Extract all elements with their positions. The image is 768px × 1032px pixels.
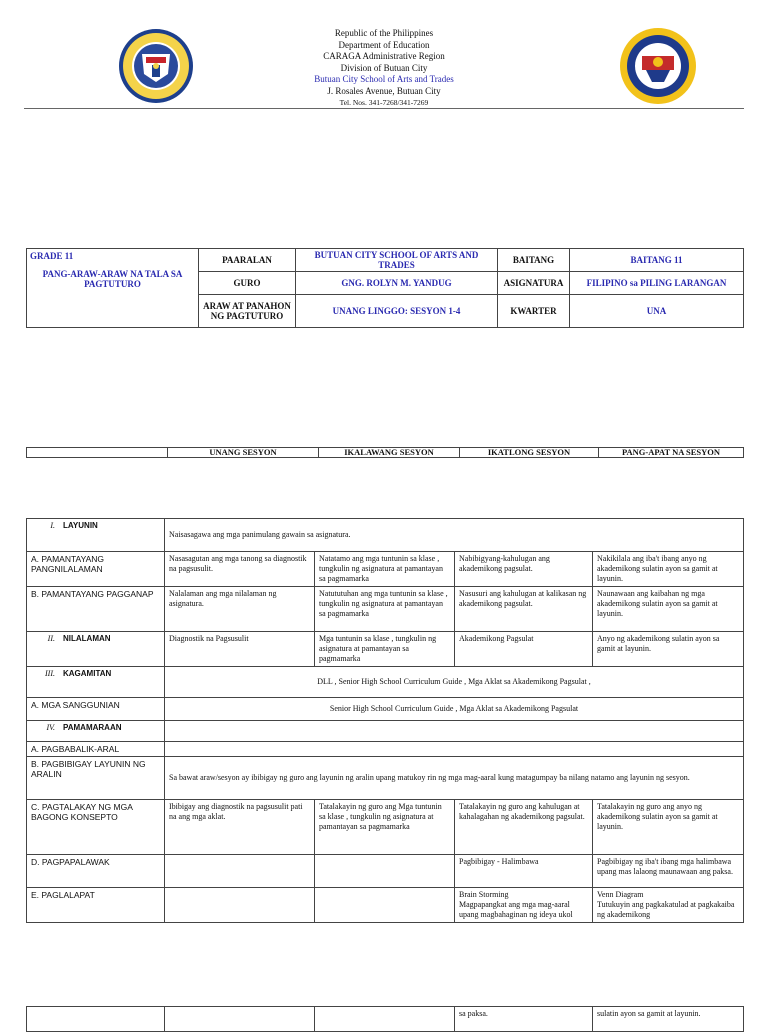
- d-session-3: Pagbibigay - Halimbawa: [455, 855, 593, 888]
- kwarter-label: KWARTER: [498, 295, 570, 328]
- kagamitan-label: KAGAMITAN: [63, 669, 112, 678]
- pagbabalik-aral-empty: [165, 742, 744, 757]
- table-row: [27, 742, 744, 757]
- pamamaraan-label-cell: [27, 721, 165, 742]
- letterhead: [0, 28, 768, 109]
- sanggunian-text: Senior High School Curriculum Guide , Mga Aklat sa Akademikong Pagsulat: [165, 698, 744, 721]
- session-header-table: [26, 447, 744, 458]
- pamantayang-pangnilalaman-label: A. PAMANTAYANG PANGNILALAMAN: [27, 552, 165, 587]
- cont-label-cell: [27, 1007, 165, 1032]
- e-session-3-title: Brain Storming: [459, 890, 509, 899]
- table-row: [27, 667, 744, 698]
- araw-value: UNANG LINGGO: SESYON 1-4: [296, 295, 498, 328]
- table-row: [27, 698, 744, 721]
- pamantayang-pagganap-label: B. PAMANTAYANG PAGGANAP: [27, 587, 165, 632]
- d-session-4: Pagbibigay ng iba't ibang mga halimbawa upang mas lalaong maunawaan ang paksa.: [593, 855, 744, 888]
- dll-main-table: [26, 518, 744, 923]
- e-session-2: [315, 888, 455, 923]
- sanggunian-label: A. MGA SANGGUNIAN: [27, 698, 165, 721]
- grade-label: GRADE 11: [30, 251, 74, 261]
- paaralan-label: PAARALAN: [199, 249, 296, 272]
- nilalaman-session-4: Anyo ng akademikong sulatin ayon sa gamit at layunin.: [593, 632, 744, 667]
- b-session-1: Nalalaman ang mga nilalaman ng asignatura.: [165, 587, 315, 632]
- tel-line: Tel. Nos. 341-7268/341-7269: [339, 98, 429, 107]
- cont-session-2: [315, 1007, 455, 1032]
- table-row: [27, 757, 744, 800]
- c-session-3: Tatalakayin ng guro ang kahulugan at kahalagahan ng akademikong pagsulat.: [455, 800, 593, 855]
- a-session-2: Natatamo ang mga tuntunin sa klase , tungkulin ng asignatura at pamantayan sa pagmamarka: [315, 552, 455, 587]
- pagbabalik-aral-label: A. PAGBABALIK-ARAL: [27, 742, 165, 757]
- b-session-4: Naunawaan ang kaibahan ng mga akademikong sulatin ayon sa gamit at layunin.: [593, 587, 744, 632]
- e-session-4: [593, 888, 744, 923]
- pamamaraan-num: IV.: [46, 723, 55, 732]
- cont-session-1: [165, 1007, 315, 1032]
- baitang-label: BAITANG: [498, 249, 570, 272]
- e-session-3: [455, 888, 593, 923]
- layunin-label: LAYUNIN: [63, 521, 98, 530]
- table-row: [27, 552, 744, 587]
- table-row: [27, 800, 744, 855]
- pamamaraan-label: PAMAMARAAN: [63, 723, 122, 732]
- kagamitan-text: DLL , Senior High School Curriculum Guide , Mga Aklat sa Akademikong Pagsulat ,: [165, 667, 744, 698]
- kagamitan-label-cell: [27, 667, 165, 698]
- d-session-1: [165, 855, 315, 888]
- table-row: [27, 721, 744, 742]
- session-3-header: IKATLONG SESYON: [460, 448, 599, 458]
- b-session-3: Nasusuri ang kahulugan at kalikasan ng akademikong pagsulat.: [455, 587, 593, 632]
- session-blank-cell: [27, 448, 168, 458]
- session-1-header: UNANG SESYON: [168, 448, 319, 458]
- e-session-4-text: Tutukuyin ang pagkakatulad at pagkakaiba ng akademikong: [597, 900, 735, 919]
- dll-title: PANG-ARAW-ARAW NA TALA SA PAGTUTURO: [42, 269, 183, 289]
- department-line: Department of Education: [338, 39, 430, 50]
- table-row: [27, 632, 744, 667]
- republic-line: Republic of the Philippines: [334, 28, 434, 38]
- c-session-1: Ibibigay ang diagnostik na pagsusulit pati na ang mga aklat.: [165, 800, 315, 855]
- session-2-header: IKALAWANG SESYON: [319, 448, 460, 458]
- e-session-3-text: Magpapangkat ang mga mag-aaral upang magbahaginan ng ideya ukol: [459, 900, 573, 919]
- e-session-1: [165, 888, 315, 923]
- table-row: [27, 587, 744, 632]
- title-cell: [27, 249, 199, 328]
- a-session-1: Nasasagutan ang mga tanong sa diagnostik na pagsusulit.: [165, 552, 315, 587]
- paglalapat-label: E. PAGLALAPAT: [27, 888, 165, 923]
- continuation-table: [26, 1006, 744, 1032]
- a-session-3: Nabibigyang-kahulugan ang akademikong pagsulat.: [455, 552, 593, 587]
- nilalaman-session-1: Diagnostik na Pagsusulit: [165, 632, 315, 667]
- b-session-2: Natututuhan ang mga tuntunin sa klase , tungkulin ng asignatura at pamantayan sa pagmamarka: [315, 587, 455, 632]
- layunin-label-cell: [27, 519, 165, 552]
- paaralan-value: BUTUAN CITY SCHOOL OF ARTS AND TRADES: [296, 249, 498, 272]
- pagtalakay-label: C. PAGTALAKAY NG MGA BAGONG KONSEPTO: [27, 800, 165, 855]
- pamamaraan-empty: [165, 721, 744, 742]
- address-line: J. Rosales Avenue, Butuan City: [327, 85, 441, 96]
- layunin-num: I.: [50, 521, 55, 530]
- table-row: [27, 519, 744, 552]
- info-table: [26, 248, 744, 328]
- c-session-2: Tatalakayin ng guro ang Mga tuntunin sa klase , tungkulin ng asignatura at pamantayan sa pagmamarka: [315, 800, 455, 855]
- c-session-4: Tatalakayin ng guro ang anyo ng akademikong sulatin ayon sa gamit at layunin.: [593, 800, 744, 855]
- table-row: [27, 855, 744, 888]
- guro-value: GNG. ROLYN M. YANDUG: [296, 272, 498, 295]
- a-session-4: Nakikilala ang iba't ibang anyo ng akademikong sulatin ayon sa gamit at layunin.: [593, 552, 744, 587]
- session-4-header: PANG-APAT NA SESYON: [599, 448, 744, 458]
- baitang-value: BAITANG 11: [570, 249, 744, 272]
- pagbibigay-layunin-text: Sa bawat araw/sesyon ay ibibigay ng guro ang layunin ng aralin upang matukoy rin ng mga mag-aaral kung matagumpay ba nilang natamo ang layunin ng sesyon.: [165, 757, 744, 800]
- e-session-4-title: Venn Diagram: [597, 890, 644, 899]
- nilalaman-num: II.: [47, 634, 55, 643]
- pagpapalawak-label: D. PAGPAPALAWAK: [27, 855, 165, 888]
- nilalaman-label-cell: [27, 632, 165, 667]
- guro-label: GURO: [199, 272, 296, 295]
- cont-session-4: sulatin ayon sa gamit at layunin.: [593, 1007, 744, 1032]
- layunin-text: Naisasagawa ang mga panimulang gawain sa asignatura.: [165, 519, 744, 552]
- table-row: [27, 1007, 744, 1032]
- d-session-2: [315, 855, 455, 888]
- araw-label: ARAW AT PANAHON NG PAGTUTURO: [199, 295, 296, 328]
- table-row: [27, 888, 744, 923]
- school-name: Butuan City School of Arts and Trades: [314, 74, 454, 84]
- nilalaman-session-2: Mga tuntunin sa klase , tungkulin ng asignatura at pamantayan sa pagmamarka: [315, 632, 455, 667]
- division-line: Division of Butuan City: [340, 62, 428, 73]
- asignatura-label: ASIGNATURA: [498, 272, 570, 295]
- pagbibigay-layunin-label: B. PAGBIBIGAY LAYUNIN NG ARALIN: [27, 757, 165, 800]
- kagamitan-num: III.: [45, 669, 55, 678]
- asignatura-value: FILIPINO sa PILING LARANGAN: [570, 272, 744, 295]
- header-divider: [24, 108, 744, 109]
- nilalaman-session-3: Akademikong Pagsulat: [455, 632, 593, 667]
- kwarter-value: UNA: [570, 295, 744, 328]
- region-line: CARAGA Administrative Region: [323, 51, 445, 61]
- cont-session-3: sa paksa.: [455, 1007, 593, 1032]
- nilalaman-label: NILALAMAN: [63, 634, 111, 643]
